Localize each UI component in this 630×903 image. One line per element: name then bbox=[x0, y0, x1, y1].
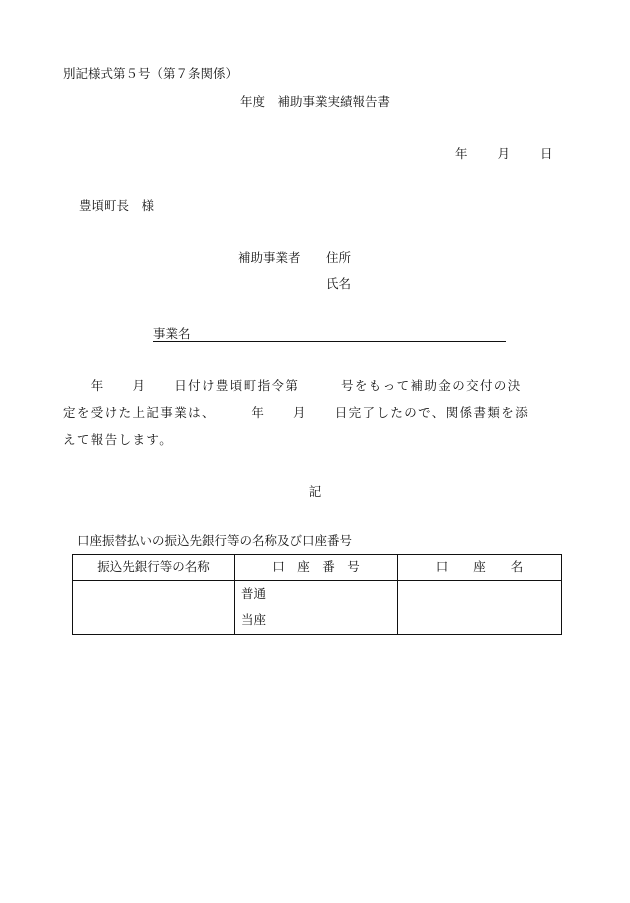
report-body-line-3: えて報告します。 bbox=[63, 432, 174, 447]
date-day-label: 日 bbox=[540, 146, 553, 161]
account-number-cell[interactable] bbox=[235, 581, 398, 635]
form-number: 別記様式第５号（第７条関係） bbox=[63, 66, 239, 81]
account-name-cell[interactable] bbox=[398, 581, 562, 635]
address-label: 住所 bbox=[326, 250, 352, 265]
addressee: 豊頃町長 様 bbox=[79, 198, 155, 213]
table-header-row bbox=[73, 555, 562, 581]
document-title: 年度 補助事業実績報告書 bbox=[239, 94, 390, 109]
date-month-label: 月 bbox=[497, 146, 511, 161]
ki-heading: 記 bbox=[308, 484, 322, 499]
account-type-ordinary: 普通 bbox=[241, 586, 267, 601]
applicant-label: 補助事業者 bbox=[238, 250, 301, 265]
account-number-header: 口 座 番 号 bbox=[235, 555, 398, 581]
bank-name-header: 振込先銀行等の名称 bbox=[73, 555, 235, 581]
report-date bbox=[455, 148, 553, 161]
bank-account-table bbox=[72, 554, 562, 635]
bank-name-cell[interactable] bbox=[73, 581, 235, 635]
name-label: 氏名 bbox=[326, 276, 352, 291]
table-row bbox=[73, 581, 562, 635]
account-name-header: 口 座 名 bbox=[398, 555, 562, 581]
bank-section-caption: 口座振替払いの振込先銀行等の名称及び口座番号 bbox=[77, 533, 353, 548]
account-type-current: 当座 bbox=[241, 612, 267, 627]
date-year-label: 年 bbox=[455, 146, 468, 161]
report-body-line-1: 年 月 日付け豊頃町指令第 号をもって補助金の交付の決 bbox=[63, 378, 522, 393]
report-body-line-2: 定を受けた上記事業は、 年 月 日完了したので、関係書類を添 bbox=[63, 405, 530, 420]
project-name-field[interactable] bbox=[153, 341, 506, 342]
project-name-label: 事業名 bbox=[153, 326, 191, 341]
